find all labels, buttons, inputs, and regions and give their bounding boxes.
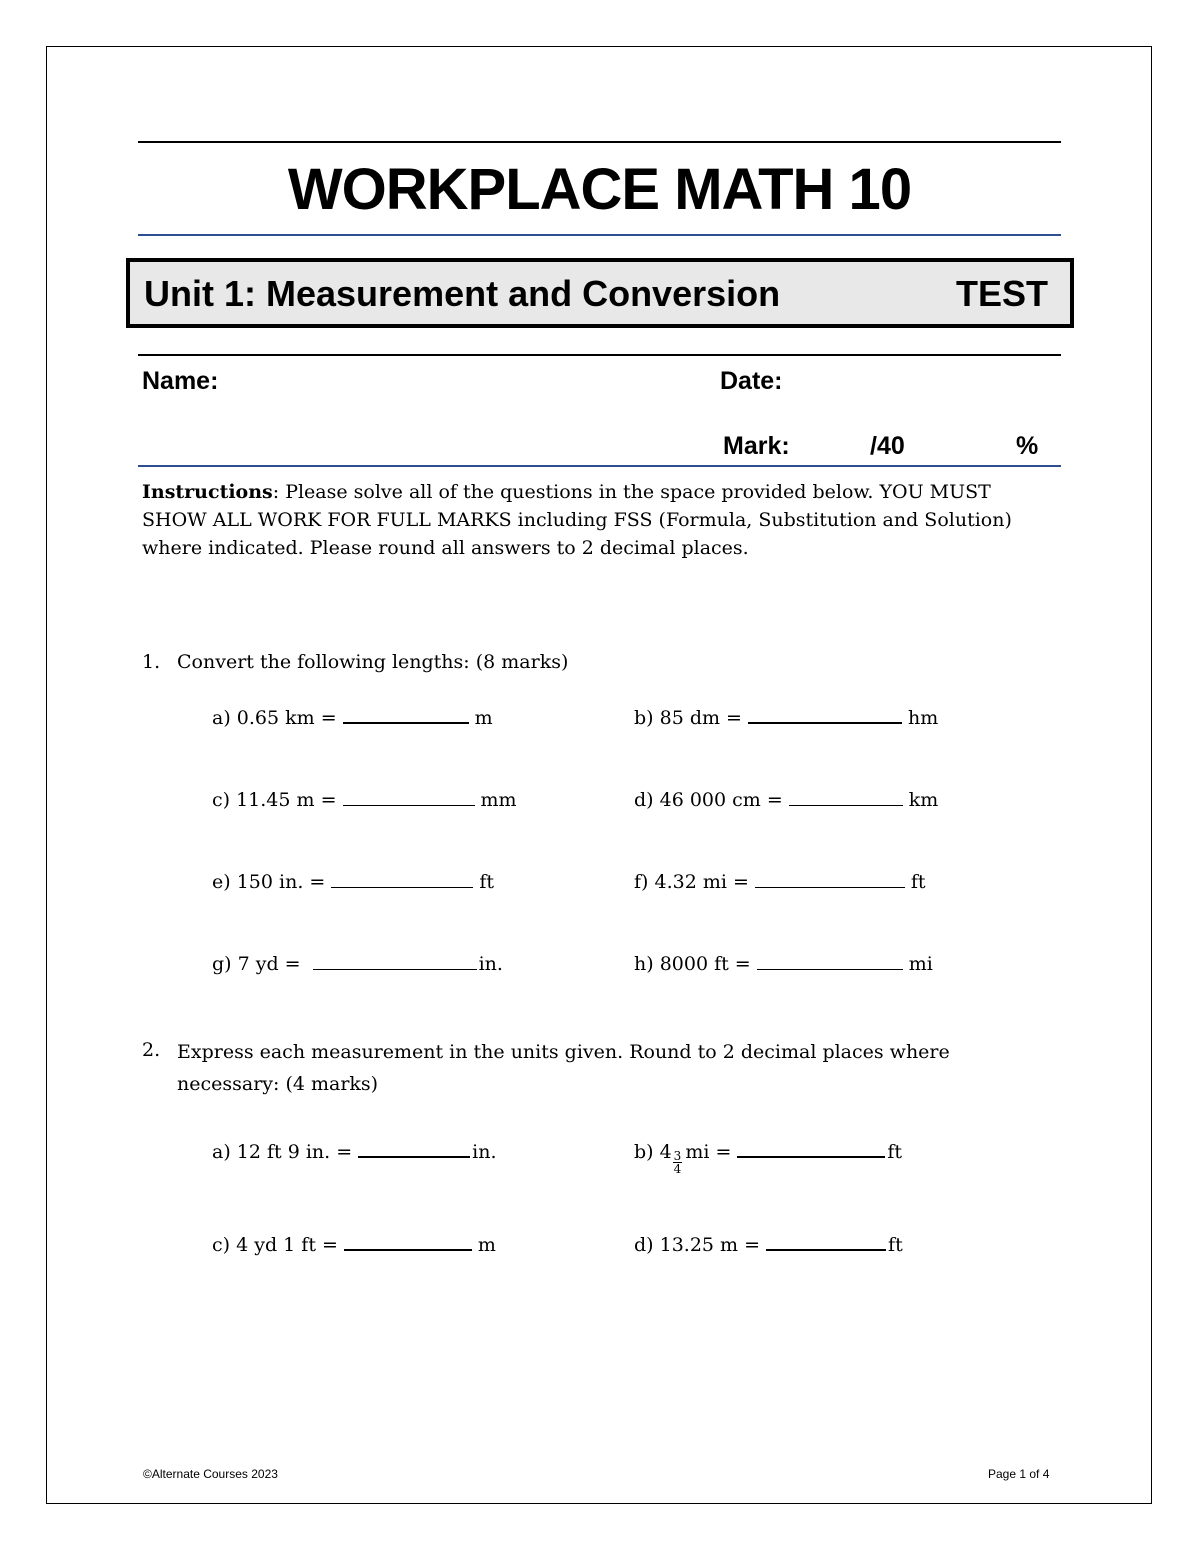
percent-sign: %: [1016, 432, 1039, 460]
q2-item-d: [634, 1231, 903, 1259]
q1-item-f: [634, 868, 926, 896]
item-prompt: f) 4.32 mi =: [634, 871, 749, 893]
answer-blank[interactable]: [737, 1138, 885, 1158]
item-unit: ft: [888, 1234, 903, 1256]
date-label: Date:: [720, 367, 783, 395]
item-unit: m: [474, 707, 493, 729]
question-number: 2.: [142, 1039, 161, 1061]
item-unit: km: [908, 789, 939, 811]
q1-item-a: [212, 704, 493, 732]
answer-blank[interactable]: [344, 1231, 472, 1251]
answer-blank[interactable]: [789, 787, 903, 806]
answer-blank[interactable]: [766, 1231, 886, 1251]
q1-item-c: [212, 786, 517, 814]
answer-blank[interactable]: [343, 704, 469, 724]
q2-item-c: [212, 1231, 496, 1259]
instructions-lead: Instructions: [142, 481, 273, 503]
item-prompt: a) 12 ft 9 in. =: [212, 1141, 353, 1163]
item-prompt: c) 11.45 m =: [212, 789, 337, 811]
item-unit: m: [477, 1234, 496, 1256]
item-unit: mi: [908, 953, 933, 975]
name-label: Name:: [142, 367, 219, 395]
answer-blank[interactable]: [313, 951, 477, 970]
item-unit: in.: [478, 953, 503, 975]
q1-item-e: [212, 868, 494, 896]
item-unit: in.: [472, 1141, 497, 1163]
answer-blank[interactable]: [331, 869, 473, 888]
item-prompt: h) 8000 ft =: [634, 953, 751, 975]
q2-item-b: [634, 1138, 903, 1176]
fraction-numerator: 3: [673, 1149, 682, 1163]
title-underline: [138, 234, 1061, 236]
question-number: 1.: [142, 651, 161, 673]
item-prompt: e) 150 in. =: [212, 871, 326, 893]
item-unit: ft: [887, 1141, 903, 1163]
answer-blank[interactable]: [755, 869, 905, 888]
fields-bottom-rule: [138, 465, 1061, 467]
top-rule: [138, 141, 1061, 143]
mixed-number-whole: 4: [659, 1141, 672, 1163]
mark-label: Mark:: [723, 432, 790, 460]
unit-banner: [126, 258, 1074, 328]
item-prompt: d) 46 000 cm =: [634, 789, 783, 811]
instructions-block: [142, 478, 1052, 562]
q1-item-b: [634, 704, 938, 732]
item-unit: ft: [910, 871, 926, 893]
answer-blank[interactable]: [757, 951, 903, 970]
unit-title: Unit 1: Measurement and Conversion: [144, 273, 781, 314]
answer-blank[interactable]: [748, 704, 902, 724]
item-prompt: g) 7 yd =: [212, 953, 301, 975]
item-unit: mm: [480, 789, 517, 811]
answer-blank[interactable]: [343, 787, 475, 806]
item-prompt: c) 4 yd 1 ft =: [212, 1234, 338, 1256]
q1-item-g: [212, 950, 503, 978]
q2-item-a: [212, 1138, 497, 1166]
fields-top-rule: [138, 354, 1061, 356]
item-prompt: b): [634, 1141, 654, 1163]
item-prompt: d) 13.25 m =: [634, 1234, 761, 1256]
question-text: Convert the following lengths: (8 marks): [177, 651, 569, 673]
instructions-text: : Please solve all of the questions in the space provided below. YOU MUST SHOW ALL WORK FOR FULL MARKS including FSS (Formula, Substitution and Solution) where indicated. Please round all answers to 2 decimal places.: [142, 481, 1012, 559]
item-unit: ft: [479, 871, 494, 893]
item-unit: hm: [907, 707, 939, 729]
mark-total: /40: [870, 432, 905, 460]
answer-blank[interactable]: [358, 1138, 470, 1158]
item-prompt: b) 85 dm =: [634, 707, 742, 729]
q1-item-d: [634, 786, 938, 814]
mixed-number-fraction: [673, 1150, 683, 1175]
q1-item-h: [634, 950, 933, 978]
question-text: Express each measurement in the units given. Round to 2 decimal places where necessary: (4 marks): [177, 1041, 950, 1095]
footer-page-number: Page 1 of 4: [988, 1467, 1050, 1481]
item-prompt: a) 0.65 km =: [212, 707, 337, 729]
page-title: WORKPLACE MATH 10: [287, 157, 912, 222]
item-prompt-suffix: mi =: [685, 1141, 732, 1163]
fraction-denominator: 4: [673, 1162, 682, 1176]
footer-copyright: ©Alternate Courses 2023: [143, 1467, 278, 1481]
test-label: TEST: [955, 273, 1048, 314]
